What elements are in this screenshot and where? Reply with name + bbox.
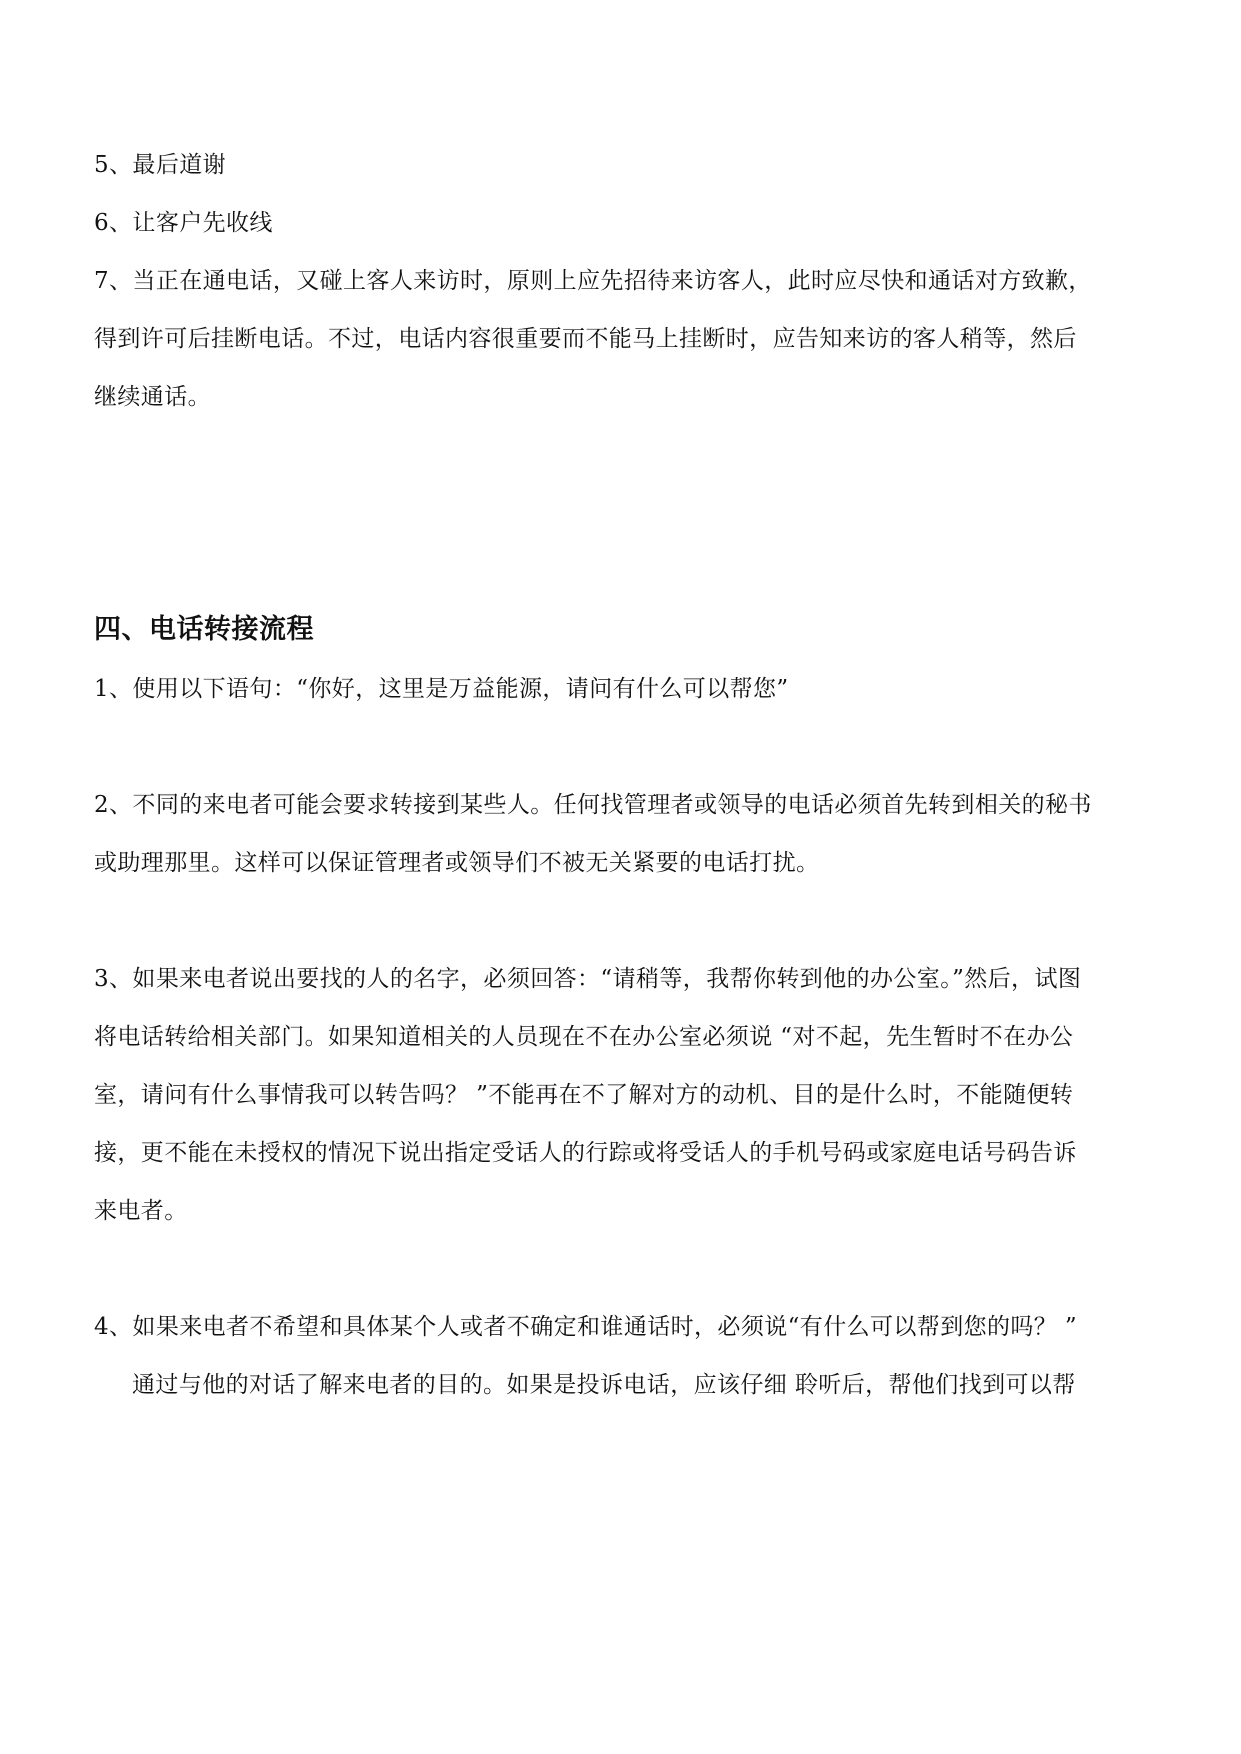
list-item-5: 5、最后道谢 [94,152,227,178]
section4-item-3-line-4: 接，更不能在未授权的情况下说出指定受话人的行踪或将受话人的手机号码或家庭电话号码告诉 [94,1140,1077,1166]
section-heading: 四、电话转接流程 [94,614,314,645]
section4-item-3-line-5: 来电者。 [94,1198,188,1224]
section4-item-1: 1、使用以下语句：“你好，这里是万益能源，请问有什么可以帮您” [94,676,789,702]
list-item-7-line-1: 7、当正在通电话，又碰上客人来访时，原则上应先招待来访客人，此时应尽快和通话对方致歉， [94,268,1092,294]
section4-item-3-line-1: 3、如果来电者说出要找的人的名字，必须回答：“请稍等，我帮你转到他的办公室。”然后，试图 [94,966,1082,992]
section4-item-4-line-2: 通过与他的对话了解来电者的目的。如果是投诉电话，应该仔细 聆听后，帮他们找到可以帮 [132,1372,1076,1398]
list-item-6: 6、让客户先收线 [94,210,273,236]
section4-item-2-line-2: 或助理那里。这样可以保证管理者或领导们不被无关紧要的电话打扰。 [94,850,820,876]
list-item-7-line-2: 得到许可后挂断电话。不过，电话内容很重要而不能马上挂断时，应告知来访的客人稍等，然后 [94,326,1077,352]
list-item-7-line-3: 继续通话。 [94,384,211,410]
section4-item-3-line-3: 室，请问有什么事情我可以转告吗？ ”不能再在不了解对方的动机、目的是什么时，不能随便转 [94,1082,1074,1108]
section4-item-3-line-2: 将电话转给相关部门。如果知道相关的人员现在不在办公室必须说 “对不起，先生暂时不在办公 [94,1024,1074,1050]
section4-item-4-line-1: 4、如果来电者不希望和具体某个人或者不确定和谁通话时，必须说“有什么可以帮到您的吗？ ” [94,1314,1078,1340]
section4-item-2-line-1: 2、不同的来电者可能会要求转接到某些人。任何找管理者或领导的电话必须首先转到相关的秘书 [94,792,1092,818]
